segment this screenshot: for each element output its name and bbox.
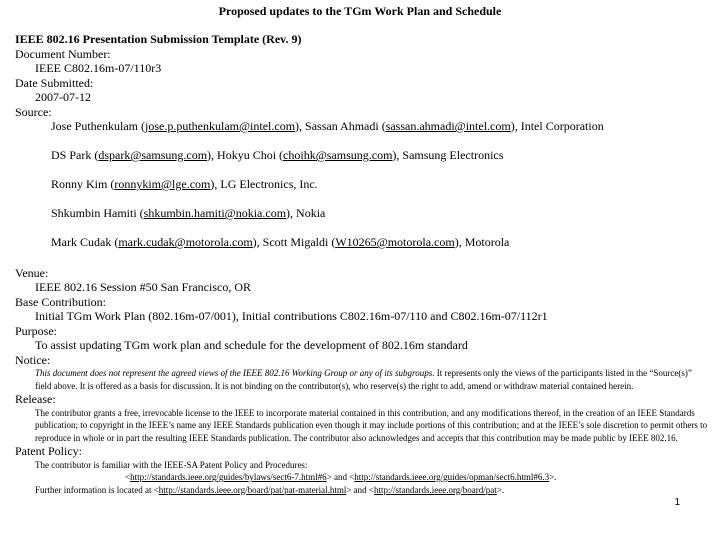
venue: IEEE 802.16 Session #50 San Francisco, OR [35, 280, 251, 294]
date-submitted: 2007-07-12 [35, 90, 91, 104]
email-link[interactable]: jose.p.puthenkulam@intel.com [145, 119, 296, 133]
page-number: 1 [674, 497, 680, 508]
email-link[interactable]: choihk@samsung.com [283, 148, 393, 162]
purpose-label: Purpose: [15, 323, 57, 338]
patent-material-link[interactable]: http://standards.ieee.org/board/pat/pat-material.html [158, 484, 347, 495]
email-link[interactable]: shkumbin.hamiti@nokia.com [143, 206, 287, 220]
source-line: Ronny Kim (ronnykim@lge.com), LG Electronics, Inc. [51, 177, 318, 191]
patent-policy-link[interactable]: http://standards.ieee.org/guides/bylaws/sect6-7.html#6 [130, 472, 327, 482]
patent-procedures-link[interactable]: http://standards.ieee.org/guides/opman/sect6.html#6.3 [354, 472, 550, 482]
base-contribution-label: Base Contribution: [15, 294, 106, 309]
page-title: Proposed updates to the TGm Work Plan and Schedule [218, 4, 502, 18]
email-link[interactable]: sassan.ahmadi@intel.com [385, 119, 511, 133]
doc-number-label: Document Number: [15, 46, 111, 61]
source-label: Source: [15, 104, 52, 119]
patent-policy-label: Patent Policy: [15, 444, 82, 458]
source-line: Mark Cudak (mark.cudak@motorola.com), Scott Migaldi (W10265@motorola.com), Motorola [51, 235, 510, 249]
base-contribution: Initial TGm Work Plan (802.16m-07/001), Initial contributions C802.16m-07/110 and C802.16m-07/112r1 [35, 309, 548, 323]
email-link[interactable]: dspark@samsung.com [98, 148, 208, 162]
venue-label: Venue: [15, 265, 49, 280]
release-text: The contributor grants a free, irrevocable license to the IEEE to incorporate material contained in this contribution, and any modifications thereof, in the creation of an IEEE Standards publication; to copyright in the IEEE’s name any IEEE Standards publication even though it may include portions of this contribution; and at the IEEE’s sole discretion to permit others to reproduce in whole or in part the resulting IEEE Standards publication. The contributor also acknowledges and accepts that this contribution may be made public by IEEE 802.16. [35, 407, 708, 443]
source-line: Jose Puthenkulam (jose.p.puthenkulam@intel.com), Sassan Ahmadi (sassan.ahmadi@intel.com), Intel Corporation [51, 119, 604, 133]
purpose: To assist updating TGm work plan and schedule for the development of 802.16m standard [35, 338, 468, 352]
notice-label: Notice: [15, 352, 51, 367]
document-body [15, 32, 710, 496]
notice-text: This document does not represent the agreed views of the IEEE 802.16 Working Group or any of its subgroups. It represents only the views of the participants listed in the “Source(s)” field above. It is offered as a basis for discussion. It is not binding on the contributor(s), who reserve(s) the right to add, amend or withdraw material contained herein. [35, 368, 692, 391]
patent-board-link[interactable]: http://standards.ieee.org/board/pat [373, 484, 497, 495]
email-link[interactable]: ronnykim@lge.com [114, 177, 211, 191]
source-line: Shkumbin Hamiti (shkumbin.hamiti@nokia.com), Nokia [51, 206, 326, 220]
doc-number: IEEE C802.16m-07/110r3 [35, 61, 162, 75]
email-link[interactable]: mark.cudak@motorola.com [118, 235, 253, 249]
template-title: IEEE 802.16 Presentation Submission Template (Rev. 9) [15, 32, 302, 46]
patent-policy-text: The contributor is familiar with the IEEE-SA Patent Policy and Procedures: <http://standards.ieee.org/guides/bylaws/sect6-7.html#6> and <http://standards.ieee.org/guides/opman/sect6.html#6.3>. Further information is located at <http://standards.ieee.org/board/pat/pat-material.html> and <http://standards.ieee.org/board/pat>. [35, 459, 557, 495]
release-label: Release: [15, 392, 56, 406]
source-line: DS Park (dspark@samsung.com), Hokyu Choi (choihk@samsung.com), Samsung Electronics [51, 148, 504, 162]
email-link[interactable]: W10265@motorola.com [335, 235, 455, 249]
date-label: Date Submitted: [15, 75, 94, 90]
